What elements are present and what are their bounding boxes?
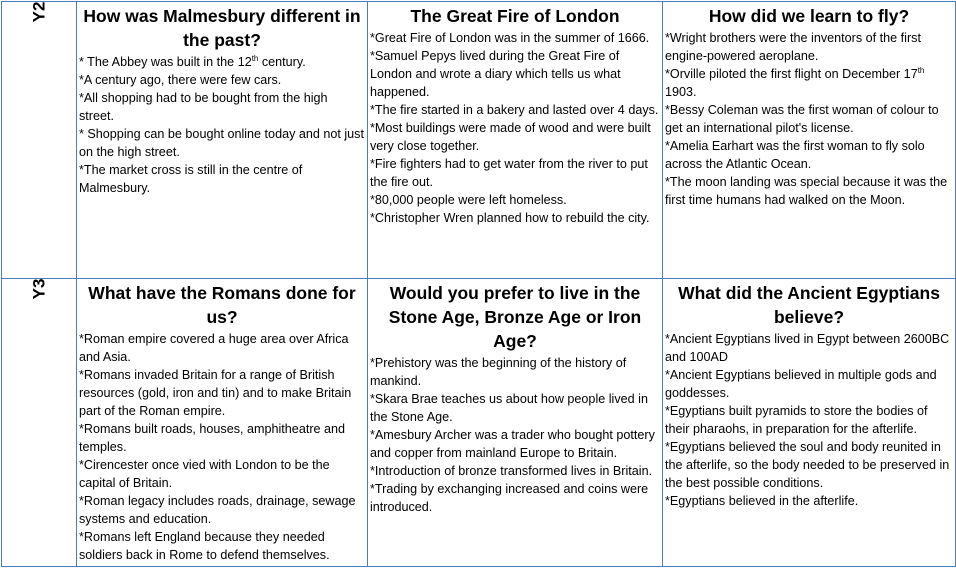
fact-text: *Fire fighters had to get water from the river to put the fire out. [370,157,648,189]
fact-text: *Egyptians built pyramids to store the bodies of their pharaohs, in preparation for the afterlife. [665,404,928,436]
fact-text: century. [258,55,306,69]
fact-text: * Shopping can be bought online today and not just on the high street. [79,127,364,159]
topic-title: The Great Fire of London [410,6,620,26]
fact-text: *Samuel Pepys lived during the Great Fire of London and wrote a diary which tells us what happened. [370,49,621,99]
fact-item [79,89,365,125]
fact-list [79,53,365,197]
fact-item [79,330,365,366]
fact-item [79,125,365,161]
fact-text: *Roman empire covered a huge area over Africa and Asia. [79,332,349,364]
topic-cell [77,2,368,279]
fact-item [370,480,660,516]
fact-text: *The market cross is still in the centre of Malmesbury. [79,163,303,195]
year-cell-y2 [2,2,77,279]
topic-title: What did the Ancient Egyptians believe? [678,283,940,327]
fact-text: *Prehistory was the beginning of the history of mankind. [370,356,627,388]
fact-item [79,492,365,528]
fact-item [79,71,365,89]
fact-text: *Orville piloted the first flight on December 17 [665,67,918,81]
fact-item [370,47,660,101]
fact-text: *Amesbury Archer was a trader who bought pottery and copper from mainland Europe to Britain. [370,428,655,460]
fact-text: *All shopping had to be bought from the high street. [79,91,328,123]
fact-item [79,456,365,492]
curriculum-table [1,1,956,567]
year-cell-y3 [2,279,77,567]
fact-text: *Most buildings were made of wood and were built very close together. [370,121,651,153]
fact-item [370,155,660,191]
year-label: Y2 [28,1,48,23]
fact-text: *Ancient Egyptians believed in multiple gods and goddesses. [665,368,937,400]
fact-item [665,29,953,65]
fact-item [79,420,365,456]
fact-list [370,354,660,516]
fact-text: *Bessy Coleman was the first woman of colour to get an international pilot's license. [665,103,939,135]
topic-cell [77,279,368,567]
fact-item [665,137,953,173]
fact-superscript: th [251,53,259,63]
fact-text: *Roman legacy includes roads, drainage, sewage systems and education. [79,494,356,526]
fact-text: *Romans left England because they needed soldiers back in Rome to defend themselves. [79,530,330,562]
fact-item [370,191,660,209]
fact-item [665,438,953,492]
fact-text: *Egyptians believed the soul and body reunited in the afterlife, so the body needed to be preserved in the best possible conditions. [665,440,950,490]
topic-title: How did we learn to fly? [708,6,910,26]
row-y3 [2,279,956,567]
fact-text: *Egyptians believed in the afterlife. [665,494,859,508]
fact-text: *Romans built roads, houses, amphitheatre and temples. [79,422,346,454]
topic-title: What have the Romans done for us? [88,283,356,327]
topic-title: Would you prefer to live in the Stone Age, Bronze Age or Iron Age? [388,283,642,351]
fact-text: *Romans invaded Britain for a range of British resources (gold, iron and tin) and to make Britain part of the Roman empire. [79,368,352,418]
fact-text: *Trading by exchanging increased and coins were introduced. [370,482,649,514]
fact-list [370,29,660,227]
fact-item [665,173,953,209]
fact-list [665,330,953,510]
fact-text: *Wright brothers were the inventors of the first engine-powered aeroplane. [665,31,921,63]
fact-item [665,402,953,438]
fact-text: *A century ago, there were few cars. [79,73,282,87]
topic-cell [368,2,663,279]
fact-text: *Cirencester once vied with London to be the capital of Britain. [79,458,330,490]
fact-item [370,101,660,119]
fact-item [79,53,365,71]
fact-text: *Skara Brae teaches us about how people lived in the Stone Age. [370,392,648,424]
fact-item [665,65,953,101]
fact-item [370,209,660,227]
fact-item [370,426,660,462]
fact-list [665,29,953,209]
fact-item [79,161,365,197]
fact-item [665,101,953,137]
fact-text: *Introduction of bronze transformed lives in Britain. [370,464,653,478]
fact-superscript: th [917,65,925,75]
fact-item [370,390,660,426]
fact-item [79,366,365,420]
fact-text: *Great Fire of London was in the summer of 1666. [370,31,650,45]
fact-text: *The moon landing was special because it was the first time humans had walked on the Moon. [665,175,948,207]
topic-cell [663,279,956,567]
fact-text: *Ancient Egyptians lived in Egypt between 2600BC and 100AD [665,332,950,364]
fact-item [79,528,365,564]
fact-text: *Christopher Wren planned how to rebuild the city. [370,211,650,225]
fact-item [370,29,660,47]
year-label: Y3 [28,278,48,300]
fact-text: *80,000 people were left homeless. [370,193,567,207]
fact-item [370,462,660,480]
fact-item [665,492,953,510]
fact-text: 1903. [665,85,697,99]
fact-item [665,330,953,366]
topic-title: How was Malmesbury different in the past? [83,6,361,50]
row-y2 [2,2,956,279]
fact-text: *Amelia Earhart was the first woman to fly solo across the Atlantic Ocean. [665,139,925,171]
topic-cell [368,279,663,567]
fact-item [665,366,953,402]
fact-item [370,354,660,390]
topic-cell [663,2,956,279]
fact-text: *The fire started in a bakery and lasted over 4 days. [370,103,659,117]
fact-list [79,330,365,564]
fact-item [370,119,660,155]
fact-text: * The Abbey was built in the 12 [79,55,252,69]
